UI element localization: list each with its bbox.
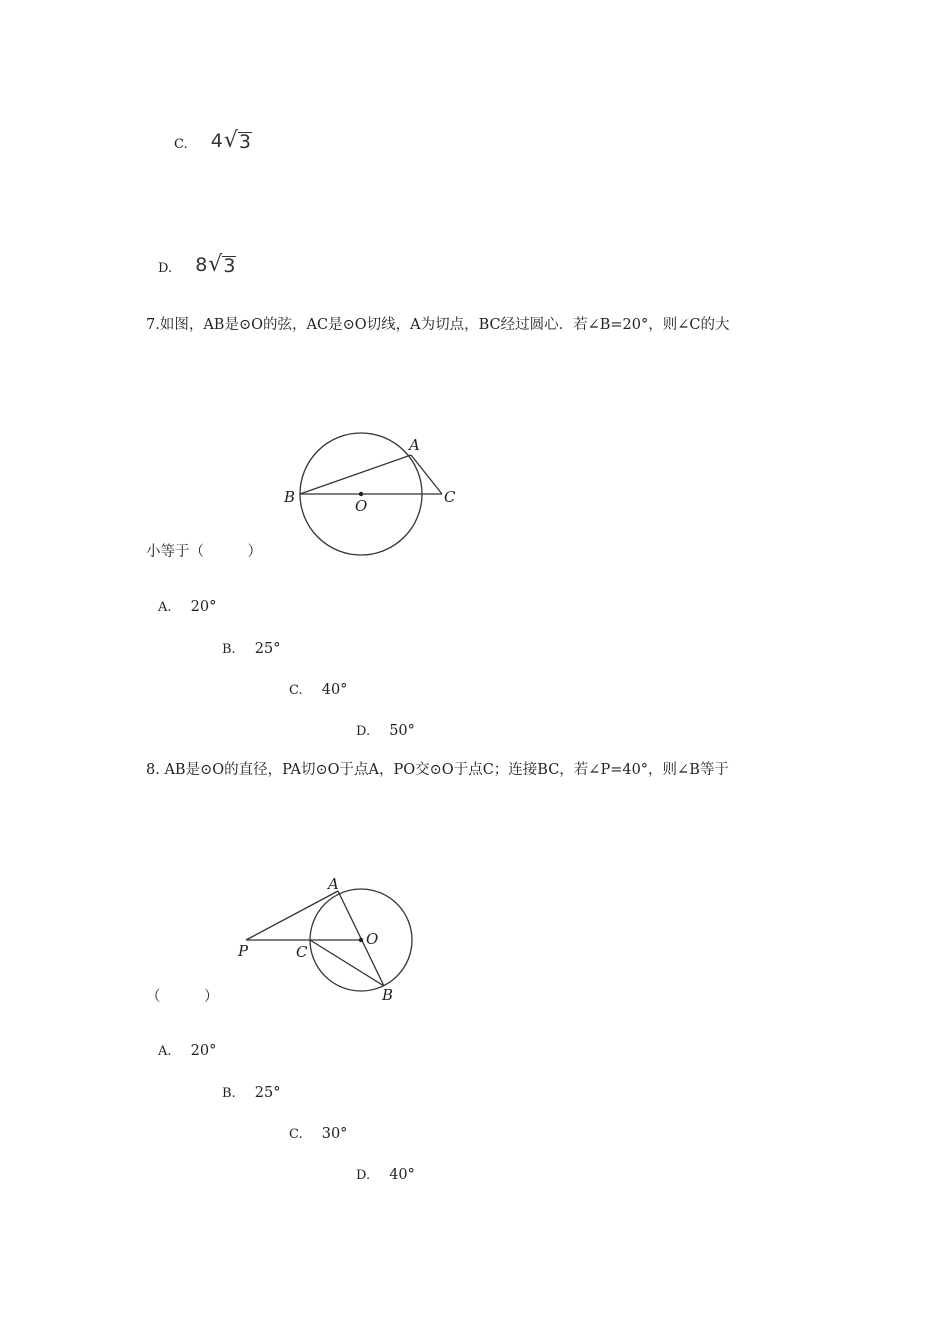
q6-option-c — [174, 130, 252, 152]
q7-option-b: B. 25° — [222, 641, 281, 657]
q7-label-a: A — [409, 436, 420, 454]
q7-label-b: B — [284, 488, 296, 506]
option-letter: C. — [174, 137, 188, 152]
radical-expression: 4 √ 3 — [210, 128, 251, 153]
q7-label-c: C — [444, 488, 456, 506]
q8-option-d: D. 40° — [356, 1167, 415, 1183]
q7-label-o: O — [355, 497, 368, 515]
q7-line-ab — [300, 455, 411, 494]
q8-label-b: B — [382, 986, 394, 1004]
q6-option-d — [158, 254, 236, 276]
q7-stem-line2: 小等于（ ） — [146, 544, 262, 560]
q7-line-ac — [411, 455, 442, 494]
q7-option-d: D. 50° — [356, 723, 415, 739]
q8-option-b: B. 25° — [222, 1085, 281, 1101]
q8-center-point — [359, 938, 363, 942]
q8-line-pa — [246, 891, 338, 940]
q7-option-a: A. 20° — [158, 599, 217, 615]
q7-option-c: C. 40° — [289, 682, 348, 698]
q8-option-a: A. 20° — [158, 1043, 217, 1059]
q8-label-o: O — [366, 930, 379, 948]
sqrt-symbol: √ — [208, 252, 223, 277]
q8-stem-line2: （ ） — [146, 989, 219, 1005]
q8-figure — [230, 870, 430, 1010]
q8-stem-line1: 8. AB是⊙O的直径，PA切⊙O于点A，PO交⊙O于点C；连接BC，若∠P=40°，则∠B等于 — [146, 762, 729, 778]
q8-label-a: A — [328, 875, 339, 893]
q8-label-c: C — [296, 943, 308, 961]
q7-figure — [270, 420, 470, 570]
radical-expression: 8 √ 3 — [195, 252, 236, 277]
sqrt-symbol: √ — [223, 128, 238, 153]
q8-label-p: P — [238, 942, 249, 960]
q8-option-c: C. 30° — [289, 1126, 348, 1142]
q7-stem-line1: 7.如图，AB是⊙O的弦，AC是⊙O切线，A为切点，BC经过圆心．若∠B=20°，则∠C的大 — [146, 317, 730, 333]
q7-center-point — [359, 492, 363, 496]
option-letter: D. — [158, 261, 173, 276]
